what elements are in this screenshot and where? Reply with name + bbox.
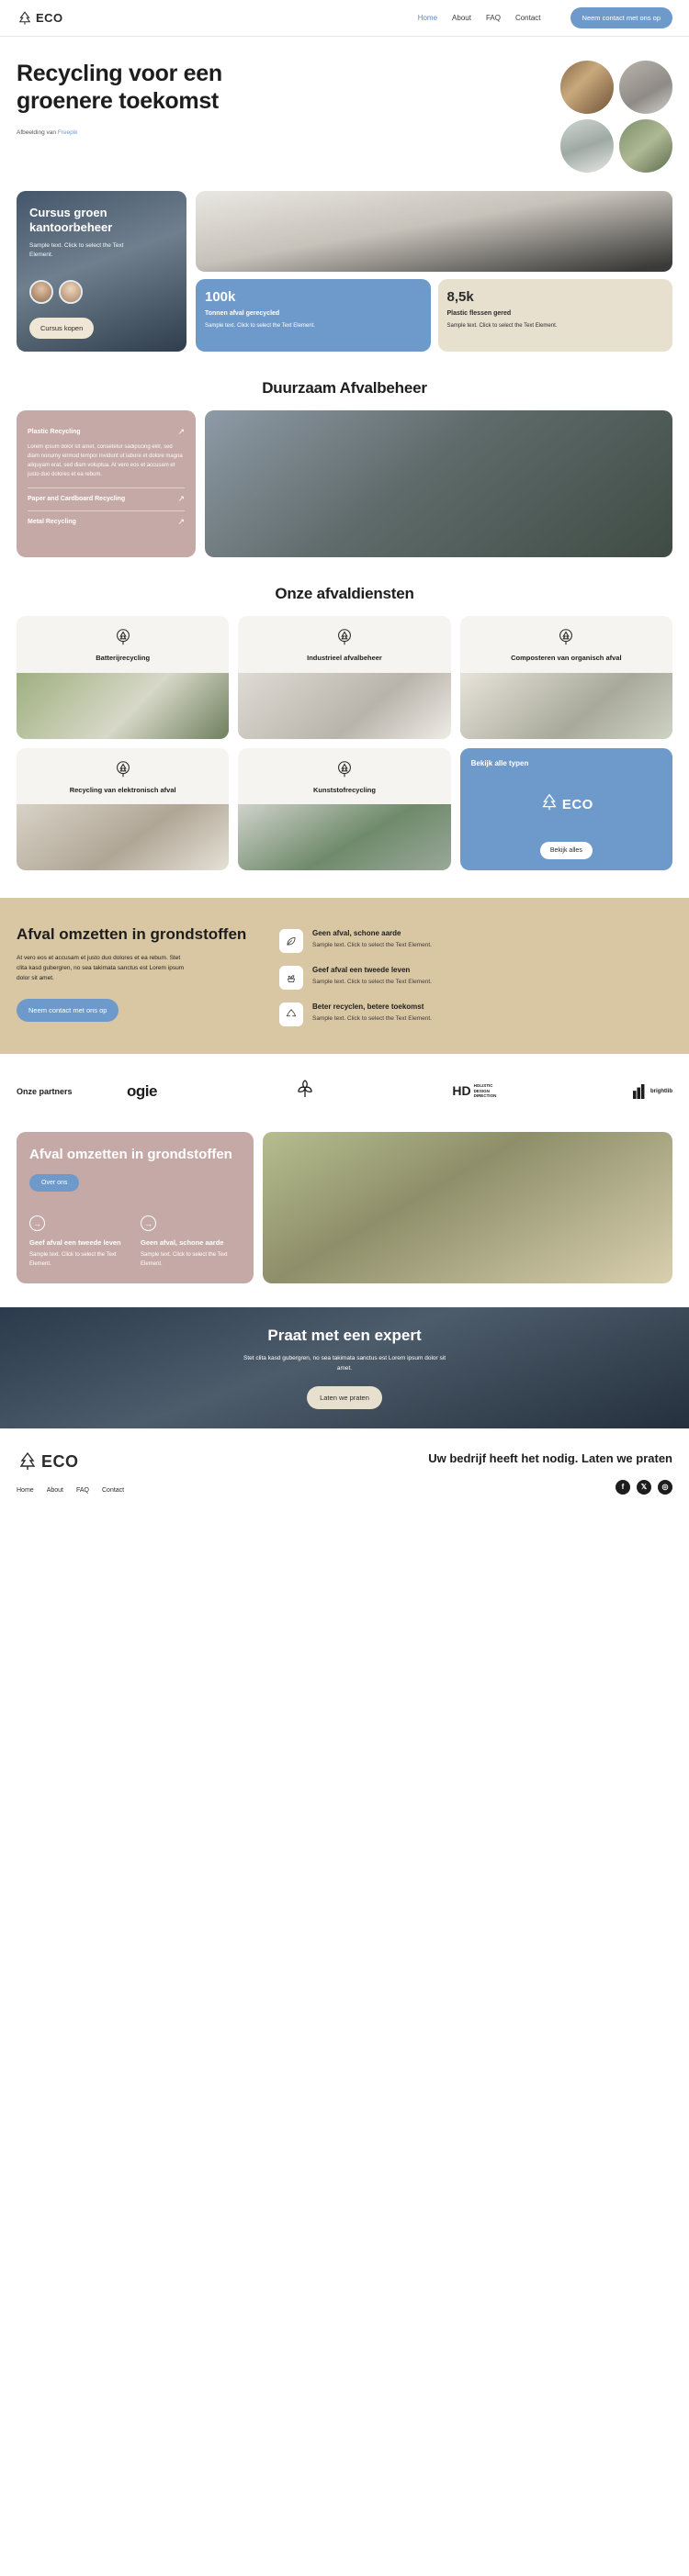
waste-bags-image xyxy=(196,191,672,272)
service-card-plastic[interactable] xyxy=(238,748,450,871)
service-title: Kunststofrecycling xyxy=(313,785,376,794)
service-card-industrial[interactable] xyxy=(238,616,450,739)
stat-card xyxy=(438,279,673,352)
woman-recycling-image xyxy=(263,1132,672,1283)
accordion xyxy=(17,410,196,557)
accordion-title: Metal Recycling xyxy=(28,518,76,525)
promo-logo-text: ECO xyxy=(561,796,593,812)
credit-link[interactable]: Freepik xyxy=(57,129,78,136)
pink-card-columns xyxy=(29,1215,241,1269)
accordion-item-paper[interactable] xyxy=(28,488,185,511)
view-all-title: Bekijk alle typen xyxy=(470,758,529,767)
service-card-battery[interactable] xyxy=(17,616,229,739)
lets-talk-button[interactable]: Laten we praten xyxy=(307,1386,382,1409)
pink-column[interactable] xyxy=(29,1215,130,1269)
service-image xyxy=(17,804,229,870)
accordion-body: Lorem ipsum dolor sit amet, consetetur sadipscing elitr, sed diam nonumy eirmod tempor invidunt ut labore et dolore magna aliquyam erat, sed diam voluptua. At vero eos et accusam et justo duo dolores et ea rebum. xyxy=(28,444,183,477)
raw-materials-title: Afval omzetten in grondstoffen xyxy=(17,925,247,943)
stats-column xyxy=(196,191,672,352)
instagram-icon[interactable]: ◎ xyxy=(658,1480,672,1495)
logo-text: ECO xyxy=(36,11,63,25)
hero-section xyxy=(0,37,689,180)
raw-materials-body: At vero eos et accusam et justo duo dolores et ea rebum. Stet clita kasd gubergren, no sea takimata sanctus est Lorem ipsum dolor sit amet. xyxy=(17,955,185,982)
service-title: Batterijrecycling xyxy=(96,654,151,662)
partner-logo-ogie: ogie xyxy=(127,1081,157,1100)
hero-image-grey xyxy=(619,61,672,114)
avatar xyxy=(59,280,83,304)
buy-course-button[interactable]: Cursus kopen xyxy=(29,318,94,339)
course-card xyxy=(17,191,186,352)
footer-right xyxy=(428,1450,672,1495)
stat-value: 8,5k xyxy=(446,289,474,305)
nav-contact-button[interactable]: Neem contact met ons op xyxy=(570,7,672,28)
x-icon[interactable]: 𝕏 xyxy=(637,1480,651,1495)
hero-image-green xyxy=(619,119,672,173)
nav-links xyxy=(418,7,672,28)
raw-materials-section xyxy=(0,898,689,1054)
leaf-icon xyxy=(279,929,303,953)
service-card-compost[interactable] xyxy=(460,616,672,739)
nav-item-faq[interactable]: FAQ xyxy=(485,14,501,22)
recycle-icon xyxy=(279,1002,303,1026)
pink-column-title: Geen afval, schone aarde xyxy=(141,1238,224,1248)
footer-link-about[interactable]: About xyxy=(46,1487,63,1494)
about-us-button[interactable]: Over ons xyxy=(29,1174,79,1192)
hero-image-bottle xyxy=(560,119,614,173)
accordion-item-plastic[interactable] xyxy=(28,421,185,488)
credit-prefix: Afbeelding van xyxy=(17,129,58,136)
stat-value: 100k xyxy=(205,289,236,305)
avatar-group xyxy=(29,280,174,304)
course-card-title: Cursus groen kantoorbeheer xyxy=(29,206,113,234)
partners-label: Onze partners xyxy=(17,1086,73,1096)
services-grid xyxy=(17,616,672,870)
stat-card xyxy=(196,279,431,352)
feature-list xyxy=(279,925,672,1026)
feature-item xyxy=(279,929,672,953)
accordion-title: Paper and Cardboard Recycling xyxy=(28,495,126,502)
tree-icon xyxy=(113,759,133,779)
footer-link-contact[interactable]: Contact xyxy=(102,1487,125,1494)
promo-logo xyxy=(539,792,593,817)
hero-image-cluster xyxy=(560,61,672,173)
service-title: Recycling van elektronisch afval xyxy=(69,785,176,794)
tree-icon xyxy=(556,627,576,647)
service-title: Composteren van organisch afval xyxy=(511,654,622,662)
partners-section xyxy=(0,1054,689,1128)
facebook-icon[interactable]: f xyxy=(616,1480,630,1495)
service-image xyxy=(17,673,229,739)
arrow-up-right-icon: ↗ xyxy=(177,493,185,503)
services-heading: Onze afvaldiensten xyxy=(275,585,414,602)
expert-cta-section xyxy=(0,1307,689,1428)
pink-column-body: Sample text. Click to select the Text Element. xyxy=(141,1252,228,1267)
page-title: Recycling voor een groenere toekomst xyxy=(17,61,222,114)
feature-item xyxy=(279,1002,672,1026)
course-and-stats xyxy=(0,191,689,352)
stat-sub: Sample text. Click to select the Text Element. xyxy=(205,323,315,330)
view-all-button[interactable]: Bekijk alles xyxy=(540,842,593,859)
hands-sorting-image xyxy=(205,410,672,557)
service-image xyxy=(238,673,450,739)
pink-card-title: Afval omzetten in grondstoffen xyxy=(29,1147,232,1162)
image-credit xyxy=(17,129,548,136)
feature-title: Beter recyclen, betere toekomst xyxy=(312,1002,424,1011)
footer xyxy=(0,1428,689,1513)
feature-sub: Sample text. Click to select the Text Element. xyxy=(312,1015,432,1022)
arrow-right-icon: → xyxy=(141,1215,156,1231)
nav-item-home[interactable]: Home xyxy=(417,14,438,22)
pink-card xyxy=(17,1132,254,1283)
accordion-title: Plastic Recycling xyxy=(28,429,81,435)
sustainable-section xyxy=(0,410,689,557)
service-image xyxy=(238,804,450,870)
footer-logo-text: ECO xyxy=(41,1451,79,1471)
hero-text-block xyxy=(17,61,548,136)
plant-pot-icon xyxy=(279,966,303,990)
tree-logo-icon xyxy=(539,792,559,817)
pink-cta-section xyxy=(0,1128,689,1283)
footer-link-faq[interactable]: FAQ xyxy=(75,1487,89,1494)
feature-title: Geef afval een tweede leven xyxy=(312,966,411,974)
partner-logo-brightlib: brightlib xyxy=(633,1084,672,1099)
service-card-ewaste[interactable] xyxy=(17,748,229,871)
partner-logos xyxy=(127,1078,672,1104)
service-card-view-all[interactable] xyxy=(460,748,672,871)
service-title: Industrieel afvalbeheer xyxy=(307,654,382,662)
footer-left xyxy=(17,1450,124,1494)
stat-cards xyxy=(196,279,672,352)
nav-item-about[interactable]: About xyxy=(452,14,471,22)
course-card-body: Sample text. Click to select the Text Element. xyxy=(29,242,124,258)
pink-column[interactable] xyxy=(141,1215,241,1269)
feature-sub: Sample text. Click to select the Text Element. xyxy=(312,979,432,985)
tree-icon xyxy=(334,627,355,647)
tree-logo-icon xyxy=(17,10,33,27)
services-section xyxy=(0,616,689,870)
service-image xyxy=(460,673,672,739)
hero-image-wood xyxy=(560,61,614,114)
expert-title: Praat met een expert xyxy=(267,1326,422,1344)
social-links xyxy=(428,1480,672,1495)
arrow-up-right-icon: ↗ xyxy=(177,427,185,436)
avatar xyxy=(29,280,53,304)
stat-label: Tonnen afval gerecycled xyxy=(205,310,280,317)
footer-links xyxy=(17,1487,124,1494)
feature-title: Geen afval, schone aarde xyxy=(312,929,401,937)
footer-tagline: Uw bedrijf heeft het nodig. Laten we praten xyxy=(428,1451,672,1465)
contact-button[interactable]: Neem contact met ons op xyxy=(17,999,119,1022)
tree-logo-icon xyxy=(17,1450,39,1473)
raw-materials-text xyxy=(17,925,265,1026)
feature-sub: Sample text. Click to select the Text Element. xyxy=(312,942,432,948)
nav-item-contact[interactable]: Contact xyxy=(514,14,541,22)
pink-column-body: Sample text. Click to select the Text Element. xyxy=(29,1252,117,1267)
accordion-item-metal[interactable] xyxy=(28,511,185,533)
expert-body: Stet clita kasd gubergren, no sea takimata sanctus est Lorem ipsum dolor sit amet. xyxy=(243,1354,446,1372)
partner-logo-hd: HD HOLISTIC DESIGN DIRECTION xyxy=(452,1083,497,1099)
arrow-up-right-icon: ↗ xyxy=(177,516,185,526)
site-logo[interactable] xyxy=(17,10,63,27)
sustainable-heading: Duurzaam Afvalbeheer xyxy=(262,379,427,397)
pink-column-title: Geef afval een tweede leven xyxy=(29,1238,121,1248)
footer-link-home[interactable]: Home xyxy=(17,1487,34,1494)
arrow-right-icon: → xyxy=(29,1215,45,1231)
tree-icon xyxy=(113,627,133,647)
partner-logo-flower-mark xyxy=(294,1078,316,1104)
stat-sub: Sample text. Click to select the Text Element. xyxy=(446,323,558,330)
tree-icon xyxy=(334,759,355,779)
feature-item xyxy=(279,966,672,990)
stat-label: Plastic flessen gered xyxy=(446,310,512,317)
top-navigation xyxy=(0,0,689,37)
footer-logo[interactable] xyxy=(17,1450,124,1473)
